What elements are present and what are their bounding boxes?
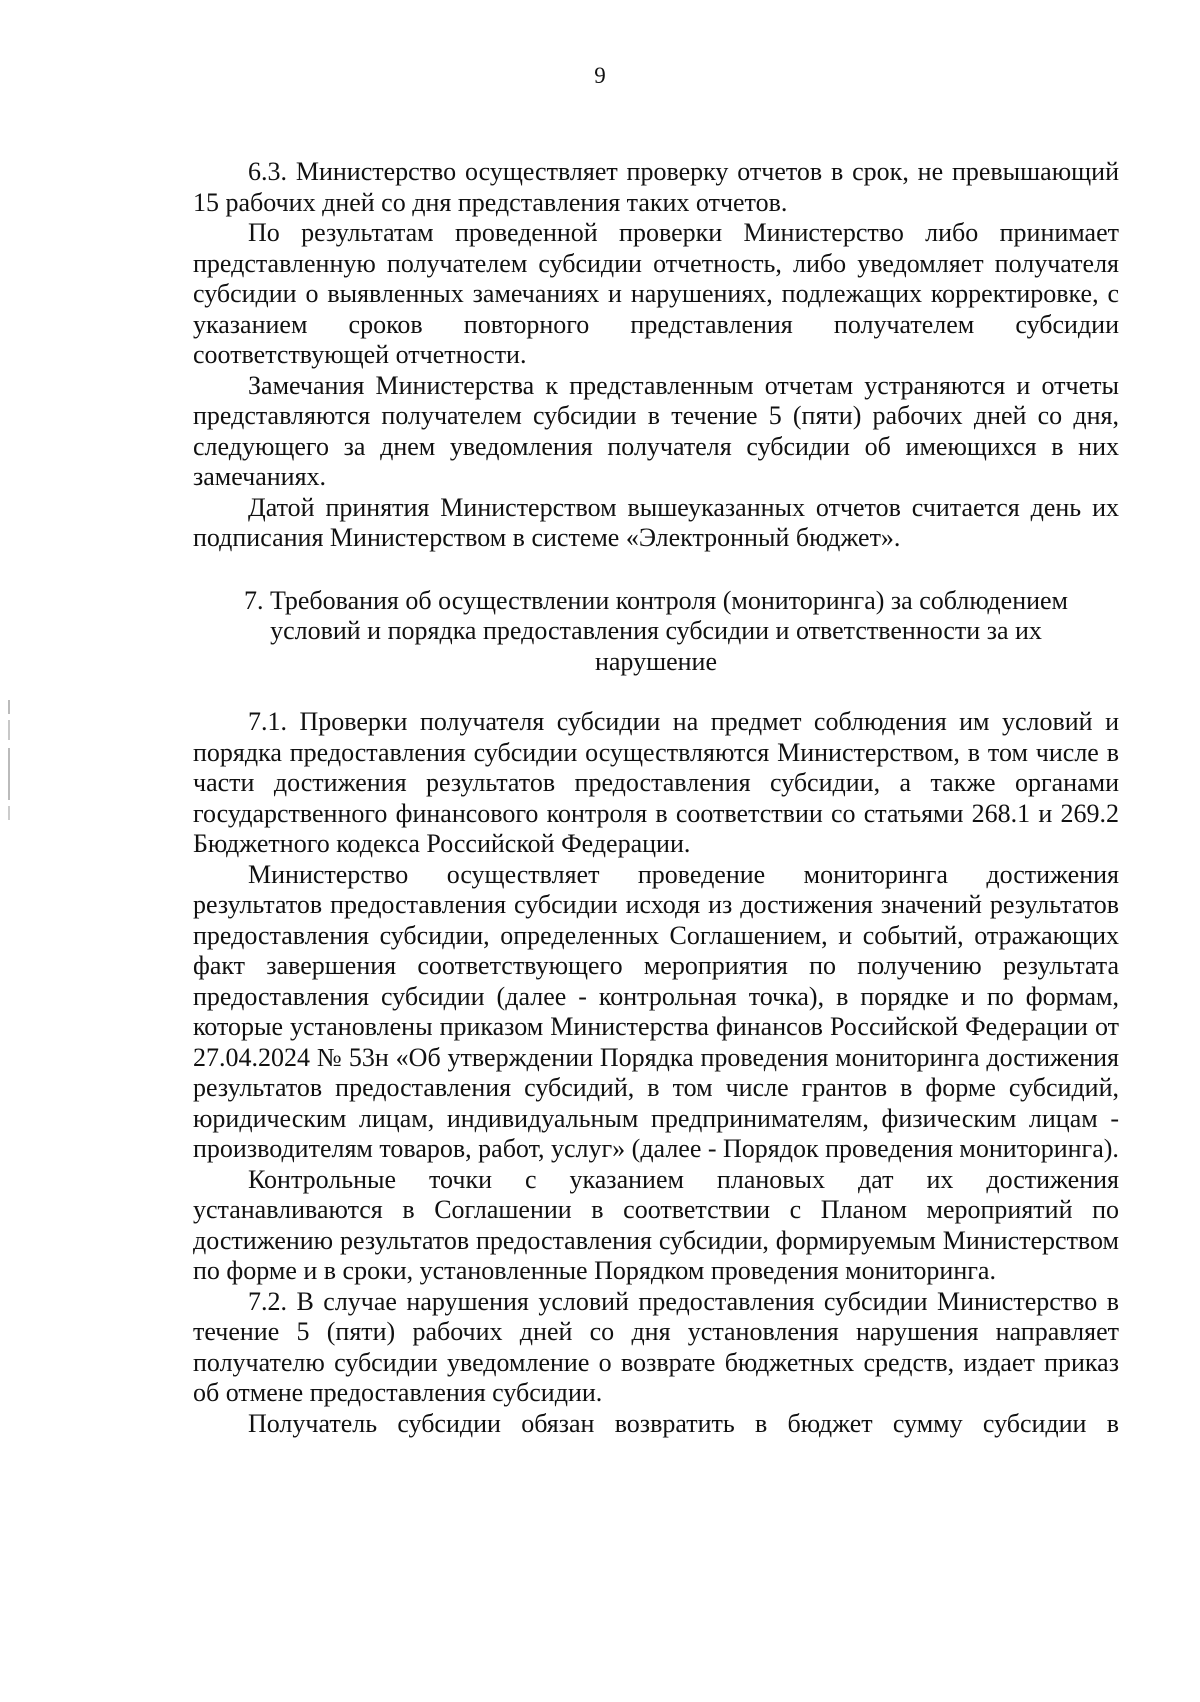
paragraph-return-obligation: Получатель субсидии обязан возвратить в бюджет сумму субсидии в bbox=[248, 1408, 1119, 1438]
paragraph-remarks: Замечания Министерства к представленным отчетам устраняются и отчеты представляются получателем субсидии в течение 5 (пяти) рабочих дней со дня, следующего за днем уведомления получателя субсидии об имеющихся в них замечаниях. bbox=[193, 370, 1119, 491]
paragraph-acceptance-date: Датой принятия Министерством вышеуказанных отчетов считается день их подписания Министерством в системе «Электронный бюджет». bbox=[193, 492, 1119, 552]
document-body bbox=[193, 157, 1119, 1439]
paragraph-monitoring: Министерство осуществляет проведение мониторинга достижения результатов предоставления субсидии исходя из достижения значений результатов предоставления субсидии, определенных Соглашением, и событий, отражающих факт завершения соответствующего мероприятия по получению результата предоставления субсидии (далее - контрольная точка), в порядке и по формам, которые установлены приказом Министерства финансов Российской Федерации от 27.04.2024 № 53н «Об утверждении Порядка проведения мониторинга достижения результатов предоставления субсидий, в том числе грантов в форме субсидий, юридическим лицам, индивидуальным предпринимателям, физическим лицам - производителям товаров, работ, услуг» (далее - Порядок проведения мониторинга). bbox=[193, 859, 1119, 1163]
paragraph-control-points: Контрольные точки с указанием плановых дат их достижения устанавливаются в Соглашении в соответствии с Планом мероприятий по достижению результатов предоставления субсидии, формируемым Министерством по форме и в сроки, установленные Порядком проведения мониторинга. bbox=[193, 1164, 1119, 1285]
paragraph-6-3: 6.3. Министерство осуществляет проверку отчетов в срок, не превышающий 15 рабочих дней со дня представления таких отчетов. bbox=[193, 157, 1119, 217]
paragraph-7-1: 7.1. Проверки получателя субсидии на предмет соблюдения им условий и порядка предоставления субсидии осуществляются Министерством, в том числе в части достижения результатов предоставления субсидии, а также органами государственного финансового контроля в соответствии со статьями 268.1 и 269.2 Бюджетного кодекса Российской Федерации. bbox=[193, 707, 1119, 858]
page-number: 9 bbox=[594, 63, 606, 88]
section-7-heading: 7. Требования об осуществлении контроля (мониторинга) за соблюдением условий и порядка предоставления субсидии и ответственности за их нарушение bbox=[243, 585, 1069, 676]
scan-edge-mark bbox=[8, 700, 10, 820]
paragraph-review-results: По результатам проведенной проверки Министерство либо принимает представленную получателем субсидии отчетность, либо уведомляет получателя субсидии о выявленных замечаниях и нарушениях, подлежащих корректировке, с указанием сроков повторного представления получателем субсидии соответствующей отчетности. bbox=[193, 218, 1119, 369]
paragraph-7-2: 7.2. В случае нарушения условий предоставления субсидии Министерство в течение 5 (пяти) рабочих дней со дня установления нарушения направляет получателю субсидии уведомление о возврате бюджетных средств, издает приказ об отмене предоставления субсидии. bbox=[193, 1286, 1119, 1407]
